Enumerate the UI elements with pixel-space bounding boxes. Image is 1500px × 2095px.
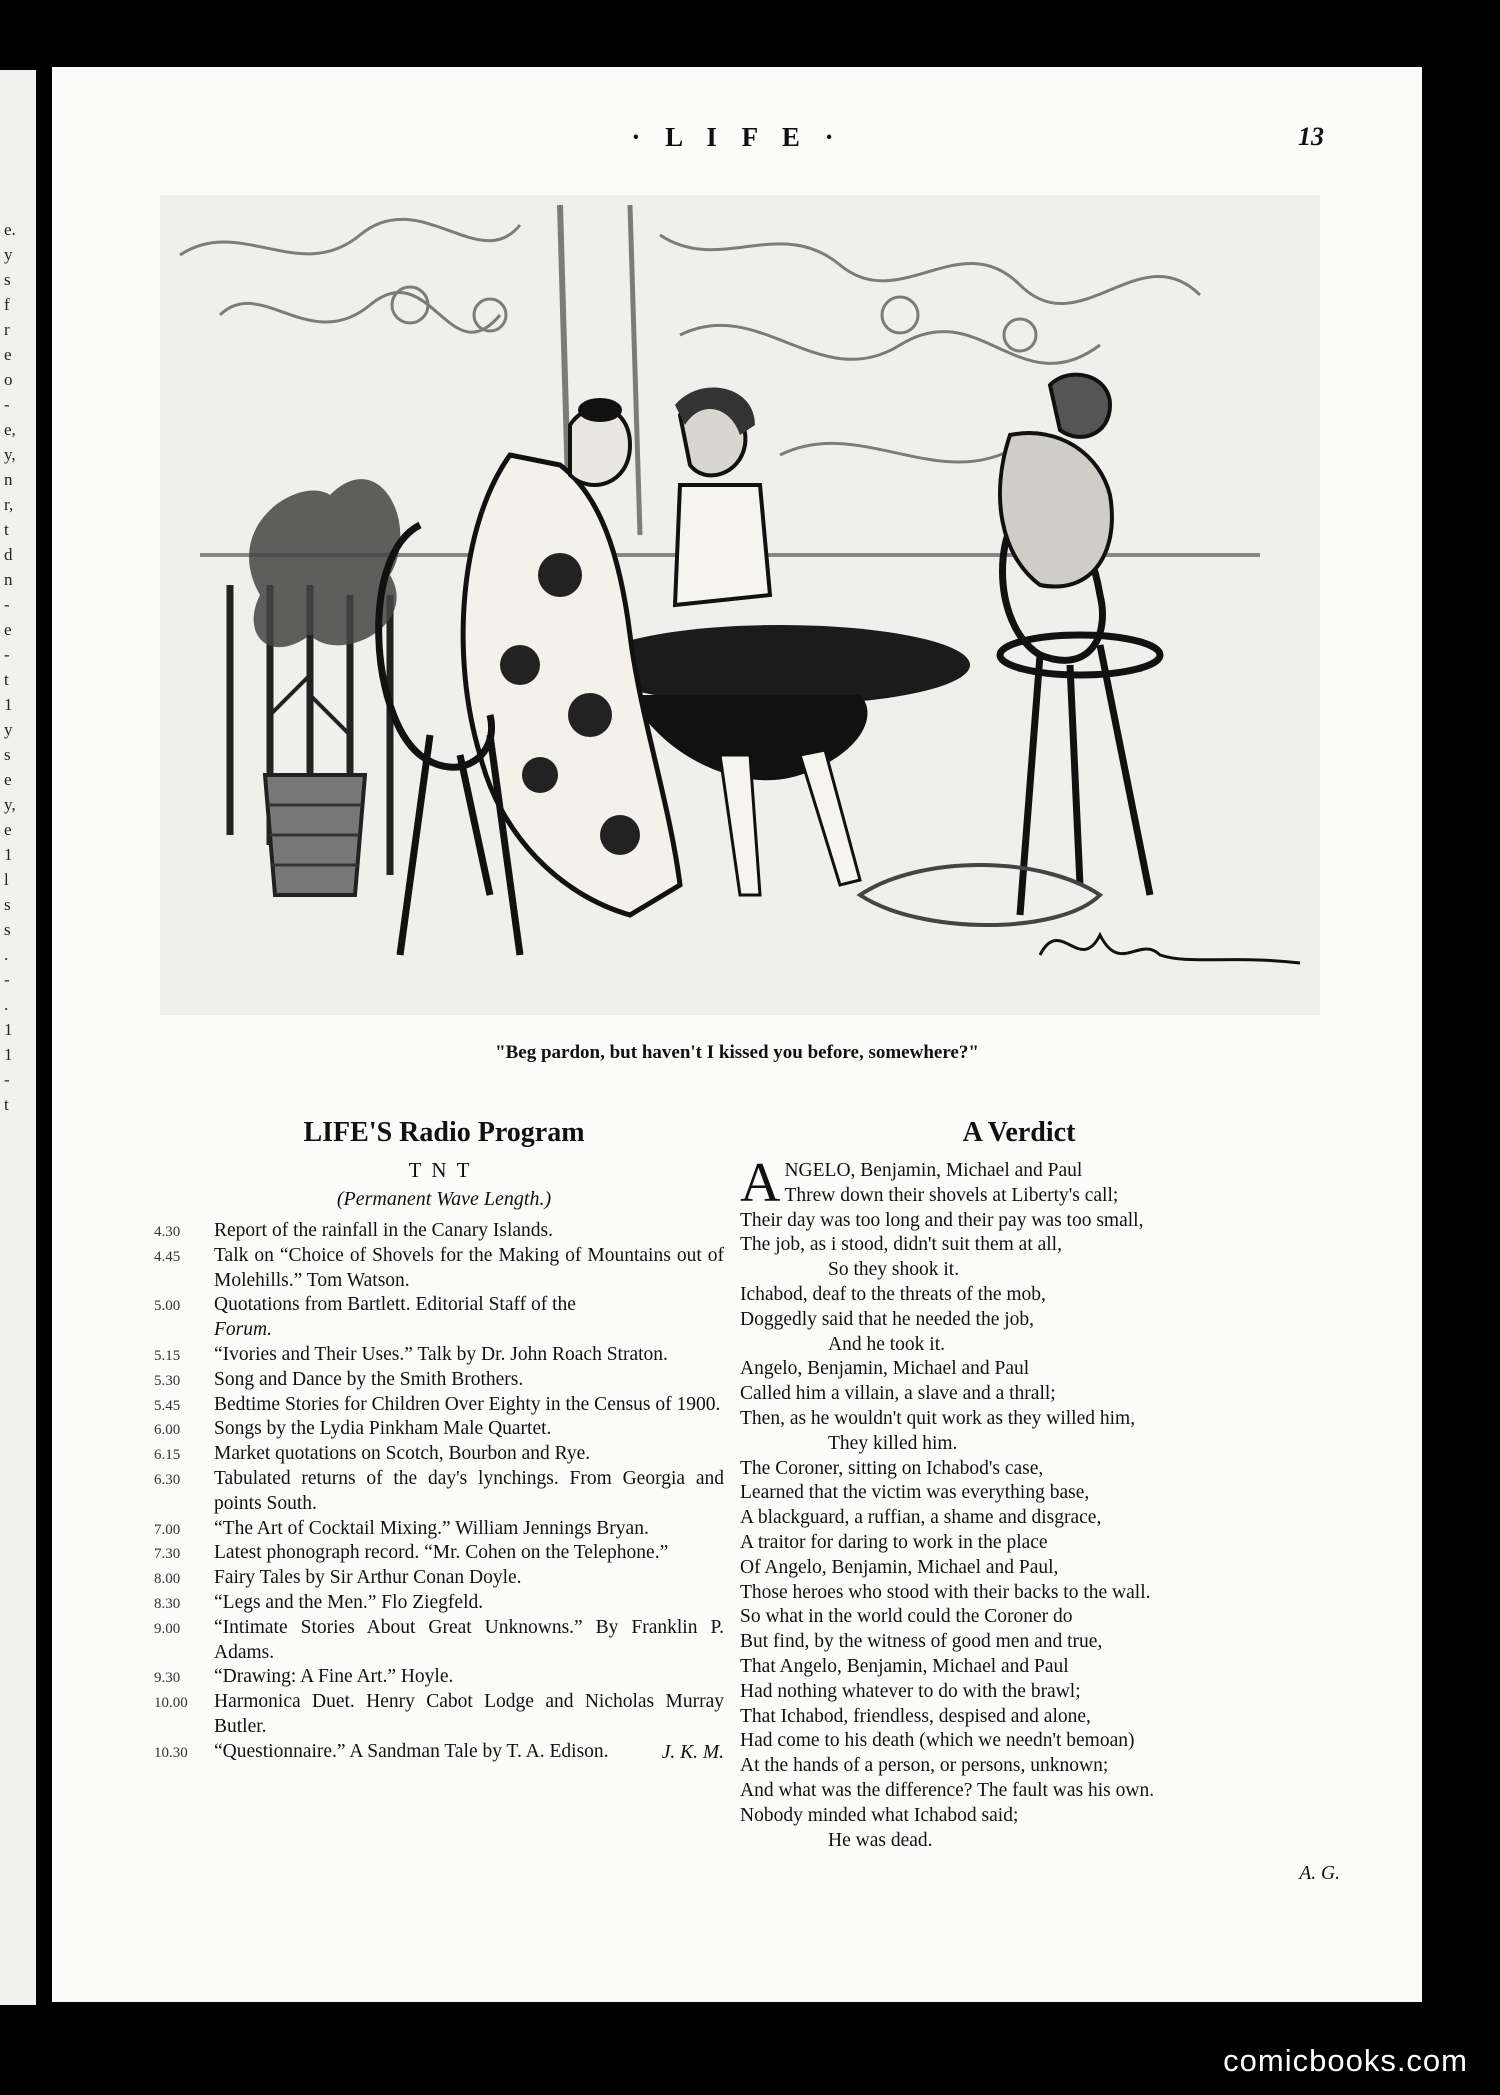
program-time: 6.00 [154,1422,181,1439]
poem-line: He was dead. [828,1829,933,1851]
facing-page-fragment: e [4,820,12,839]
poem-line: Doggedly said that he needed the job, [740,1308,1035,1330]
program-text-italic: Forum. [214,1319,272,1341]
poem-line: So they shook it. [828,1259,960,1281]
program-time: 10.30 [154,1744,188,1761]
facing-page-fragment: y [4,245,13,264]
program-text: Quotations from Bartlett. Editorial Staff of the [214,1294,576,1316]
program-item [104,1368,724,1393]
facing-page-fragment: r [4,320,10,339]
program-text: “Questionnaire.” A Sandman Tale by T. A. Edison. [214,1740,609,1762]
facing-page-fragment: s [4,920,11,939]
radio-program-signoff: J. K. M. [661,1741,724,1763]
facing-page-fragment: e, [4,420,16,439]
program-text: Latest phonograph record. “Mr. Cohen on the Telephone.” [214,1542,669,1564]
program-text: “Drawing: A Fine Art.” Hoyle. [214,1666,454,1688]
program-time: 8.30 [154,1595,181,1612]
facing-page-fragment: e [4,770,12,789]
facing-page-fragment: - [4,645,10,664]
program-item [104,1467,724,1517]
facing-page-fragment: s [4,270,11,289]
facing-page-fragment: s [4,745,11,764]
program-time: 9.30 [154,1670,181,1687]
radio-station: TNT [408,1158,480,1182]
facing-page-fragment: - [4,595,10,614]
program-time: 5.15 [154,1347,181,1364]
program-time: 10.00 [154,1695,188,1712]
poem-line: Angelo, Benjamin, Michael and Paul [740,1358,1030,1380]
facing-page-fragment: f [4,295,10,314]
program-text: Fairy Tales by Sir Arthur Conan Doyle. [214,1567,522,1589]
program-text: Song and Dance by the Smith Brothers. [214,1368,524,1390]
site-watermark: comicbooks.com [1223,2043,1468,2078]
poem-line: Threw down their shovels at Liberty's call; [784,1184,1119,1206]
program-time: 5.30 [154,1372,181,1389]
program-item [104,1293,724,1343]
facing-page-fragment: s [4,895,11,914]
program-time: 5.00 [154,1298,181,1315]
verdict-signoff: A. G. [1299,1863,1340,1885]
facing-page-fragment: e [4,620,12,639]
program-text: Songs by the Lydia Pinkham Male Quartet. [214,1418,552,1440]
facing-page-fragment: t [4,1095,9,1114]
radio-program-column [104,1117,724,1765]
poem-line: The Coroner, sitting on Ichabod's case, [740,1457,1044,1479]
program-text: “Intimate Stories About Great Unknowns.” By Franklin P. Adams. [214,1616,724,1663]
artist-signature: Arthur J. Soon [1080,974,1163,989]
program-text: Bedtime Stories for Children Over Eighty in the Census of 1900. [214,1393,721,1415]
poem-line: They killed him. [828,1432,958,1454]
program-item [104,1343,724,1368]
poem-line: Those heroes who stood with their backs to the wall. [740,1581,1151,1603]
facing-page-fragment: d [4,545,13,564]
poem-line: So what in the world could the Coroner do [740,1606,1073,1628]
program-time: 5.45 [154,1397,181,1414]
facing-page-fragment: n [4,470,13,489]
program-item [104,1393,724,1418]
poem-line: Had nothing whatever to do with the brawl; [740,1680,1081,1702]
facing-page-fragment: o [4,370,13,389]
facing-page-fragment: t [4,670,9,689]
program-text: Harmonica Duet. Henry Cabot Lodge and Nicholas Murray Butler. [214,1691,724,1737]
cartoon-caption: "Beg pardon, but haven't I kissed you before, somewhere?" [495,1042,979,1063]
facing-page-fragment: - [4,395,10,414]
page-number: 13 [1298,122,1324,151]
program-item [104,1541,724,1566]
program-time: 6.15 [154,1447,181,1464]
facing-page-fragment: 1 [4,1020,13,1039]
program-text: “The Art of Cocktail Mixing.” William Jennings Bryan. [214,1517,649,1539]
program-time: 7.30 [154,1546,181,1563]
poem-line: Then, as he wouldn't quit work as they willed him, [740,1407,1136,1429]
facing-page-fragment: . [4,995,9,1014]
poem-line: Ichabod, deaf to the threats of the mob, [740,1283,1046,1305]
poem-line: NGELO, Benjamin, Michael and Paul [784,1160,1083,1181]
facing-page-fragment: e. [4,220,16,239]
magazine-title: · L I F E · [631,122,843,152]
facing-page-fragment: l [4,870,9,889]
program-item [104,1566,724,1591]
poem-line: That Angelo, Benjamin, Michael and Paul [740,1655,1069,1677]
program-time: 9.00 [154,1620,181,1637]
facing-page-fragment: 1 [4,1045,13,1064]
facing-page-fragment: y, [4,795,16,814]
facing-page-fragment: y, [4,445,16,464]
cartoon-illustration [160,195,1320,1015]
program-text: “Ivories and Their Uses.” Talk by Dr. John Roach Straton. [214,1343,668,1365]
facing-page-edge [0,70,36,2005]
program-item [104,1665,724,1690]
drop-cap: A [740,1159,781,1209]
poem-line: Their day was too long and their pay was too small, [740,1209,1144,1231]
program-item [104,1616,724,1666]
poem-line: Of Angelo, Benjamin, Michael and Paul, [740,1556,1059,1578]
poem-line: Called him a villain, a slave and a thrall; [740,1383,1056,1405]
program-item [104,1244,724,1294]
poem-line: But find, by the witness of good men and true, [740,1631,1103,1653]
program-item [104,1417,724,1442]
facing-page-fragment: e [4,345,12,364]
facing-page-fragment: - [4,970,10,989]
poem-line: And he took it. [828,1333,945,1355]
poem-line: That Ichabod, friendless, despised and alone, [740,1705,1091,1727]
facing-page-fragment: 1 [4,695,13,714]
program-text: Talk on “Choice of Shovels for the Making of Mountains out of Molehills.” Tom Watson. [214,1244,724,1291]
verdict-column [694,1117,1344,1885]
facing-page-fragment: 1 [4,845,13,864]
verdict-poem [694,1159,1344,1853]
poem-line: A blackguard, a ruffian, a shame and disgrace, [740,1507,1102,1529]
poem-line: And what was the difference? The fault was his own. [740,1779,1155,1801]
facing-page-fragment: - [4,1070,10,1089]
program-time: 8.00 [154,1571,181,1588]
program-list [104,1219,724,1765]
poem-line: Nobody minded what Ichabod said; [740,1804,1019,1826]
program-time: 6.30 [154,1471,181,1488]
wave-length: (Permanent Wave Length.) [336,1188,552,1210]
program-item [104,1442,724,1467]
verdict-title: A Verdict [962,1117,1076,1148]
program-time: 4.45 [154,1248,181,1265]
facing-page-fragment: . [4,945,9,964]
radio-program-title: LIFE'S Radio Program [303,1117,585,1148]
program-item [104,1740,724,1765]
facing-page-fragment: t [4,520,9,539]
program-item [104,1517,724,1542]
program-text: Tabulated returns of the day's lynchings. From Georgia and points South. [214,1467,724,1514]
poem-line: Had come to his death (which we needn't bemoan) [740,1730,1135,1752]
magazine-page [52,67,1422,2002]
program-time: 7.00 [154,1521,181,1538]
program-item [104,1219,724,1244]
facing-page-fragment: r, [4,495,14,514]
program-time: 4.30 [154,1224,181,1240]
program-item [104,1591,724,1616]
program-text: “Legs and the Men.” Flo Ziegfeld. [214,1591,484,1613]
poem-line: The job, as i stood, didn't suit them at all, [740,1234,1062,1256]
program-text: Market quotations on Scotch, Bourbon and Rye. [214,1443,591,1465]
program-item [104,1690,724,1740]
poem-line: A traitor for daring to work in the place [740,1531,1048,1553]
poem-line: Learned that the victim was everything base, [740,1482,1090,1504]
poem-line: At the hands of a person, or persons, unknown; [740,1755,1109,1777]
facing-page-fragment: y [4,720,13,739]
facing-page-fragment: n [4,570,13,589]
program-text: Report of the rainfall in the Canary Islands. [214,1220,553,1241]
